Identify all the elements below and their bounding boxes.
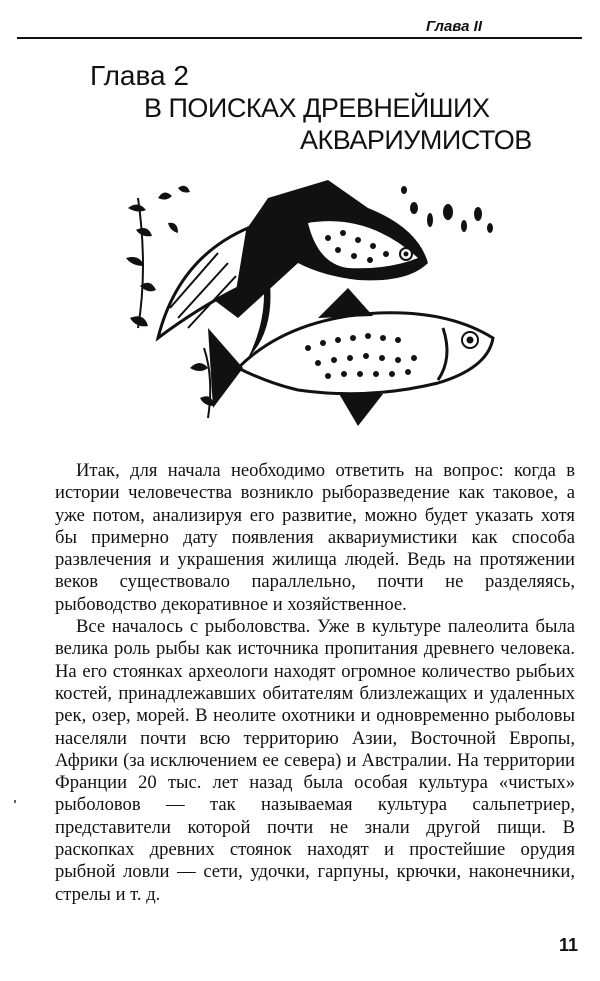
chapter-title-line-2: АКВАРИУМИСТОВ [300, 125, 532, 155]
fish-engraving-icon [118, 168, 508, 436]
header-rule [17, 37, 582, 39]
paragraph-1: Итак, для начала необходимо ответить на вопрос: когда в истории человечества возникло рыборазведение как таковое, а уже потом, анализируя его развитие, можно будет указать хотя бы примерно дату появления аквариумистики как способа развлечения и украшения жилища людей. Ведь на протяжении веков существовало параллельно, почти не разделяясь, рыбоводство декоративное и хозяйственное. [55, 460, 575, 615]
running-head-label: Глава II [425, 18, 482, 35]
chapter-number: Глава 2 [90, 60, 189, 91]
body-text [55, 460, 575, 906]
page-number: 11 [558, 935, 578, 955]
margin-mark [14, 800, 16, 803]
running-head [17, 18, 582, 40]
chapter-heading [90, 60, 550, 156]
paragraph-2: Все началось с рыболовства. Уже в культуре палеолита была велика роль рыбы как источника пропитания древнего человека. На его стоянках археологи находят огромное количество рыбьих костей, принадлежавших обитателям близлежащих и удаленных рек, озер, морей. В неолите охотники и одновременно рыболовы населяли почти всю территорию Азии, Восточной Европы, Африки (за исключением ее севера) и Австралии. На территории Франции 20 тыс. лет назад была особая культура «чистых» рыболовов — так называемая культура сальпетриер, представители которой почти не знали другой пищи. В раскопках древних стоянок находят и простейшие орудия рыбной ловли — сети, удочки, гарпуны, крючки, наконечники, стрелы и т. д. [55, 616, 575, 905]
chapter-title-line-1: В ПОИСКАХ ДРЕВНЕЙШИХ [144, 93, 490, 123]
